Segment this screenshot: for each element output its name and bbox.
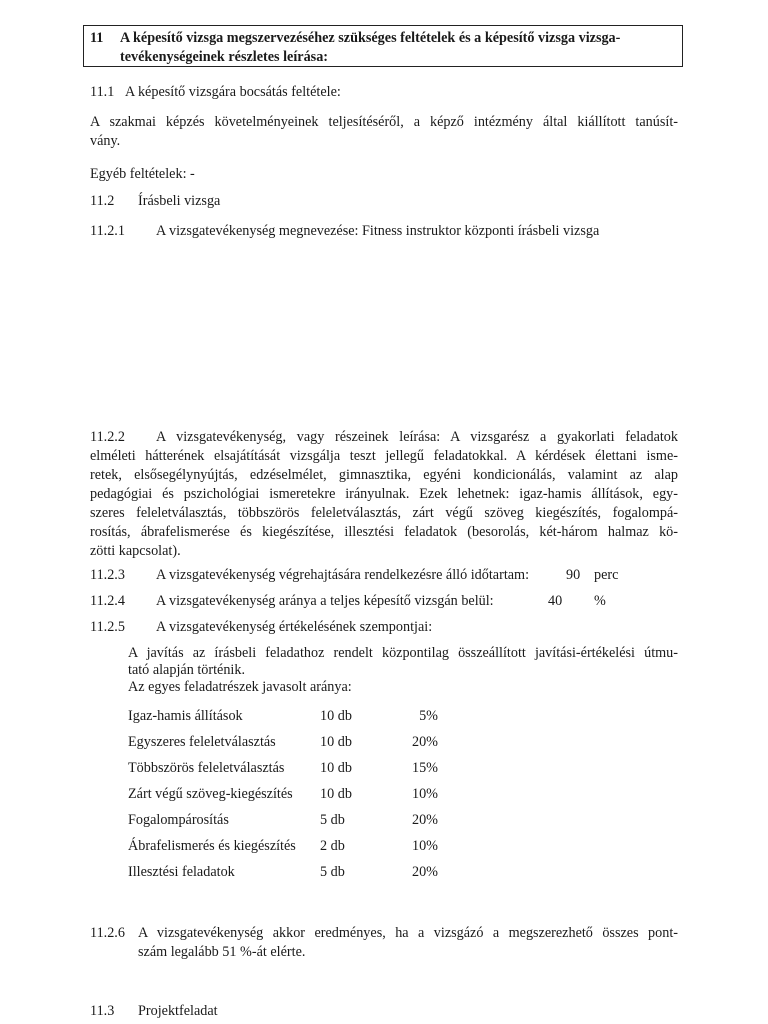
duration-value: 90 bbox=[566, 567, 581, 583]
section-11-2-2-line6: rosítás, ábrafelismerése és kiegészítése, illesztési feladatok (besorolás, két-három halmaz kö- bbox=[90, 524, 678, 540]
table-row bbox=[128, 864, 468, 884]
task-percent: 15% bbox=[411, 760, 438, 776]
section-11-2-heading bbox=[90, 193, 690, 213]
section-11-2-5-text: A vizsgatevékenység értékelésének szempontjai: bbox=[156, 619, 433, 635]
table-row bbox=[128, 708, 468, 728]
section-11-2-4-text: A vizsgatevékenység aránya a teljes képesítő vizsgán belül: bbox=[156, 593, 494, 609]
section-11-title-line2: tevékenységeinek részletes leírása: bbox=[120, 49, 329, 65]
table-row bbox=[128, 734, 468, 754]
section-11-2-2-line5: szeres feleletválasztás, többszörös feleletválasztás, zárt végű szöveg kiegészítés, fogalompá- bbox=[90, 505, 678, 521]
ratio-label: Az egyes feladatrészek javasolt aránya: bbox=[128, 679, 352, 695]
section-11-2-4 bbox=[90, 593, 690, 613]
task-percent: 10% bbox=[411, 838, 438, 854]
section-11-2-3 bbox=[90, 567, 690, 587]
evaluation-description bbox=[128, 645, 678, 696]
task-count: 10 db bbox=[320, 760, 352, 776]
task-percent: 5% bbox=[419, 708, 438, 724]
section-11-2-6-line2: szám legalább 51 %-át elérte. bbox=[138, 944, 306, 960]
task-count: 2 db bbox=[320, 838, 345, 854]
section-11-2-title: Írásbeli vizsga bbox=[138, 193, 221, 209]
task-name: Ábrafelismerés és kiegészítés bbox=[128, 838, 296, 854]
section-11-2-1-number: 11.2.1 bbox=[90, 223, 125, 239]
section-11-2-2-line7: zötti kapcsolat). bbox=[90, 543, 181, 559]
section-11-2-2-line3: retek, elsősegélynyújtás, edzéselmélet, gimnasztika, egyéni kondicionálás, valamint az alap bbox=[90, 467, 678, 483]
task-percent: 20% bbox=[411, 864, 438, 880]
task-count: 5 db bbox=[320, 812, 345, 828]
section-11-2-1 bbox=[90, 223, 690, 243]
task-count: 10 db bbox=[320, 734, 352, 750]
section-11-1-body bbox=[90, 113, 678, 151]
section-11-2-6-number: 11.2.6 bbox=[90, 925, 125, 941]
table-row bbox=[128, 760, 468, 780]
task-percent: 20% bbox=[411, 812, 438, 828]
section-11-2-6 bbox=[90, 924, 678, 962]
section-11-1-body-line1: A szakmai képzés követelményeinek teljesítéséről, a képző intézmény által kiállított tanúsít- bbox=[90, 114, 678, 130]
share-unit: % bbox=[594, 593, 606, 609]
section-11-2-2 bbox=[90, 428, 678, 561]
section-11-1-body-line2: vány. bbox=[90, 133, 121, 149]
section-11-2-5-number: 11.2.5 bbox=[90, 619, 125, 635]
section-11-2-6-line1 bbox=[90, 924, 678, 943]
task-name: Többszörös feleletválasztás bbox=[128, 760, 285, 776]
task-name: Fogalompárosítás bbox=[128, 812, 229, 828]
share-value: 40 bbox=[548, 593, 563, 609]
section-11-2-6-line1-text: A vizsgatevékenység akkor eredményes, ha a vizsgázó a megszerezhető összes pont- bbox=[138, 925, 678, 941]
section-11-3-number: 11.3 bbox=[90, 1003, 115, 1019]
other-conditions: Egyéb feltételek: - bbox=[90, 166, 195, 182]
section-11-heading bbox=[83, 25, 683, 67]
section-11-1-title: A képesítő vizsgára bocsátás feltétele: bbox=[124, 84, 341, 100]
section-11-1-number: 11.1 bbox=[90, 84, 115, 100]
task-percent: 20% bbox=[411, 734, 438, 750]
task-name: Igaz-hamis állítások bbox=[128, 708, 243, 724]
task-percent: 10% bbox=[411, 786, 438, 802]
section-11-2-number: 11.2 bbox=[90, 193, 115, 209]
task-count: 10 db bbox=[320, 786, 352, 802]
section-11-2-4-number: 11.2.4 bbox=[90, 593, 125, 609]
section-11-2-2-line4: pedagógiai és pszichológiai ismeretekre irányulnak. Ezek lehetnek: igaz-hamis állítások, egy- bbox=[90, 486, 678, 502]
section-11-2-5 bbox=[90, 619, 690, 639]
task-name: Illesztési feladatok bbox=[128, 864, 235, 880]
section-11-2-2-line1-text: A vizsgatevékenység, vagy részeinek leírása: A vizsgarész a gyakorlati feladatok bbox=[156, 429, 678, 445]
table-row bbox=[128, 786, 468, 806]
evaluation-line1: A javítás az írásbeli feladathoz rendelt központilag összeállított javítási-értékelési útmu- bbox=[128, 645, 678, 661]
task-name: Zárt végű szöveg-kiegészítés bbox=[128, 786, 293, 802]
task-name: Egyszeres feleletválasztás bbox=[128, 734, 276, 750]
section-11-3-heading bbox=[90, 1003, 690, 1023]
section-11-2-2-line1 bbox=[90, 428, 678, 447]
section-11-2-2-number: 11.2.2 bbox=[90, 429, 125, 445]
section-11-number: 11 bbox=[90, 30, 104, 46]
section-11-2-3-text: A vizsgatevékenység végrehajtására rendelkezésre álló időtartam: bbox=[156, 567, 530, 583]
task-count: 5 db bbox=[320, 864, 345, 880]
section-11-2-2-line2: elméleti hátterének elsajátítását vizsgálja teszt jellegű feladatokkal. A kérdések élettani isme- bbox=[90, 448, 678, 464]
section-11-2-1-text: A vizsgatevékenység megnevezése: Fitness instruktor központi írásbeli vizsga bbox=[156, 223, 600, 239]
section-11-title-line1: A képesítő vizsga megszervezéséhez szükséges feltételek és a képesítő vizsga vizsga- bbox=[120, 30, 621, 46]
task-count: 10 db bbox=[320, 708, 352, 724]
section-11-2-3-number: 11.2.3 bbox=[90, 567, 125, 583]
evaluation-line2: tató alapján történik. bbox=[128, 662, 246, 678]
section-11-3-title: Projektfeladat bbox=[138, 1003, 218, 1019]
duration-unit: perc bbox=[594, 567, 619, 583]
table-row bbox=[128, 812, 468, 832]
table-row bbox=[128, 838, 468, 858]
section-11-1-heading bbox=[90, 84, 341, 101]
